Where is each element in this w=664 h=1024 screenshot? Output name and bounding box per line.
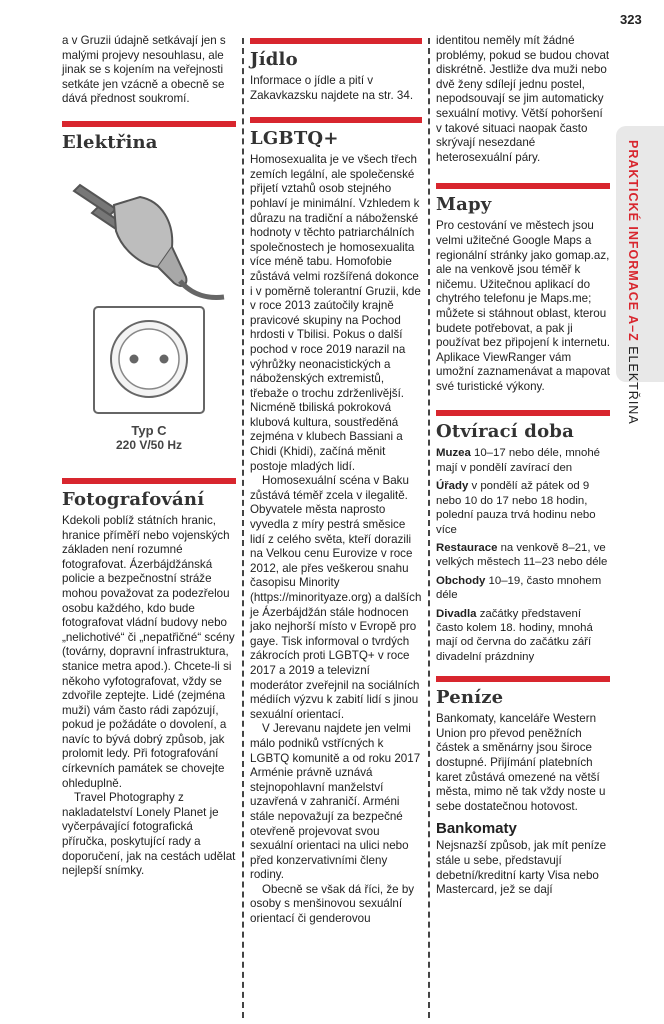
electricity-heading: Elektřina [62,131,158,153]
lgbtq-paragraph: V Jerevanu najdete jen velmi málo podniků vstřícných k LGBTQ komunitě a od roku 2017 Arménie právně uznává stejnopohlavní manželství uzavřená v zahraničí. Arméni stále nepovažují za bezpečné otevřeně projevovat svou sexuální orientaci na ulici nebo před konzervativními členy rodiny. [250,722,421,882]
money-text: Bankomaty, kanceláře Western Union pro převod peněžních částek a směnárny jsou široce dostupné. Přijímání platebních karet zůstává omezené na větší města, mimo ně tak vždy noste u sebe dostatečnou hotovost. [436,712,606,813]
plug-illustration [62,157,236,305]
socket-illustration [62,305,236,417]
hours-item [436,607,610,665]
hours-item [436,446,610,475]
column-divider [428,38,430,1018]
column-2 [250,0,422,927]
hours-label: Muzea [436,447,471,460]
atm-heading: Bankomaty [436,820,517,838]
side-tab-label [626,140,640,425]
column-1 [62,0,236,879]
hours-label: Divadla [436,607,477,620]
column-divider [242,38,244,1018]
socket-spec: 220 V/50 Hz [115,437,183,452]
column-3 [436,0,610,898]
side-tab-section: PRAKTICKÉ INFORMACE A–Z [626,140,640,342]
money-heading: Peníze [436,687,504,709]
hours-text: začátky představení často kolem 18. hodiny, mnohá mají od června do začátku září divadelní prázdniny [436,607,593,663]
section-divider [436,183,610,189]
hours-text: 10–19, často mnohem déle [436,574,602,602]
hours-text: v pondělí až pátek od 9 nebo 10 do 17 nebo 18 hodin, polední pauza trvá hodinu nebo více [436,480,596,536]
section-divider [250,117,422,123]
lgbtq-heading: LGBTQ+ [250,128,339,150]
breastfeeding-text: a v Gruzii údajně setkávají jen s malými projevy nesouhlasu, ale jinak se s kojením na veřejnosti setkáte jen vzácně a obecně se dává přednost soukromí. [62,34,226,106]
section-divider [62,121,236,127]
section-divider [436,676,610,682]
photo-heading: Fotografování [62,488,205,510]
hours-text: 10–17 nebo déle, mnohé mají v pondělí zavírací den [436,447,601,474]
lgbtq-paragraph: Homosexuální scéna v Baku zůstává téměř zcela v ilegalitě. Obyvatele města naprosto vyvedla z míry pestrá směsice lidí z celého světa, kteří dorazili na Velkou cenu Eurovize v roce 2012, ale přes veškerou snahu časopisu Minority (https://minorityaze.org) a dalších je Ázerbájdžán stále hodnocen jako nejhorší místo v Evropě pro gaye. Tisk informoval o tvrdých zákrocích proti LGBTQ+ v roce 2017 a 2019 a televizní moderátor zveřejnil na sociálních médiích výzvu k zabití lidí s jinou sexuální orientací. [250,474,422,721]
lgbtq-paragraph: Homosexualita je ve všech třech zemích legální, ale společenské přijetí vztahů osob stejného pohlaví je minimální. Vzhledem k důrazu na tradiční a náboženské hodnoty v těchto patriarchálních společnostech je homosexualita více méně tabu. Homofobie zůstává velmi rozšířená dokonce i v poměrně tolerantní Gruzii, kde v roce 2013 zaútočily krajně pravicové skupiny na Pochod hrdosti v Tbilisi. Pokus o další pochod v roce 2019 narazil na výhrůžky neonacistických a náboženských extremistů, třebaže o trochu zdrženlivější. Nicméně tbiliská pokroková klubová kultura, soustředěná zejména v klubech Bassiani a Chidi (Khidi), začíná měnit postoje mladých lidí. [250,153,421,473]
side-tab-topic: ELEKTŘINA [626,346,640,425]
hours-item [436,479,610,537]
hours-label: Obchody [436,574,486,587]
page-number: 323 [620,12,642,27]
maps-heading: Mapy [436,194,492,216]
photo-paragraph: Kdekoli poblíž státních hranic, hranice příměří nebo vojenských základen není rozumné fotografovat. Ázerbájdžánská policie a bezpečnostní stráže mohou považovat za podezřelou osobu každého, kdo bude fotografovat vládní budovy nebo „nelichotivé“ či „nepatřičné“ scény (továrny, dopravní infrastruktura, stanice metra apod.). Chcete-li si někoho vyfotografovat, vždy se zdvořile zeptejte. Lidé (zejména muži) vám často rádi zapózují, pokud je požádáte o dovolení, a navíc to bývá dobrý způsob, jak prolomit ledy. Při fotografování církevních památek se chovejte ohleduplně. [62,513,235,790]
hours-text: na venkově 8–21, ve velkých městech 11–23 nebo déle [436,541,608,569]
hours-list [436,446,610,664]
lgbtq-paragraph: Obecně se však dá říci, že by osoby s menšinovou sexuální orientací či genderovou [250,882,415,926]
food-text: Informace o jídle a pití v Zakavkazsku najdete na str. 34. [250,74,414,102]
hours-heading: Otvírací doba [436,421,574,443]
side-tab [616,126,664,382]
plug-icon [62,157,236,305]
photo-paragraph: Travel Photography z nakladatelství Lonely Planet je vyčerpávající fotografická příručka, poskytující rady a doporučení, jak na cestách udělat nejlepší snímky. [62,791,236,878]
socket-type: Typ C [131,422,167,438]
atm-text: Nejsnazší způsob, jak mít peníze stále u sebe, představují debetní/kreditní karty Visa nebo Mastercard, jež se dají [436,839,607,897]
section-divider [436,410,610,416]
section-divider [250,38,422,44]
food-heading: Jídlo [250,49,298,70]
lgbtq-continuation: identitou neměly mít žádné problémy, pokud se budou chovat diskrétně. Jestliže dva muži nebo dvě ženy sdílejí jednu postel, nepodsouvají se jim automaticky sexuální motivy. Větší pohoršení v takové situaci naopak často skrývají nesezdané heterosexuální páry. [436,34,610,164]
maps-text: Pro cestování ve městech jsou velmi užitečné Google Maps a regionální stránky jako gomap.az, ale na venkově jsou téměř k ničemu. Užitečnou aplikací do chytrého telefonu je Maps.me; můžete si stáhnout oblast, kterou budete potřebovat, a pak ji používat bez připojení k internetu. Aplikace ViewRanger vám umožní zaznamenávat a mapovat své turistické výkony. [436,219,611,393]
section-divider [62,478,236,484]
hours-label: Restaurace [436,541,498,554]
hours-item [436,574,610,603]
socket-icon [62,305,236,417]
hours-item [436,541,610,570]
hours-label: Úřady [436,480,469,493]
